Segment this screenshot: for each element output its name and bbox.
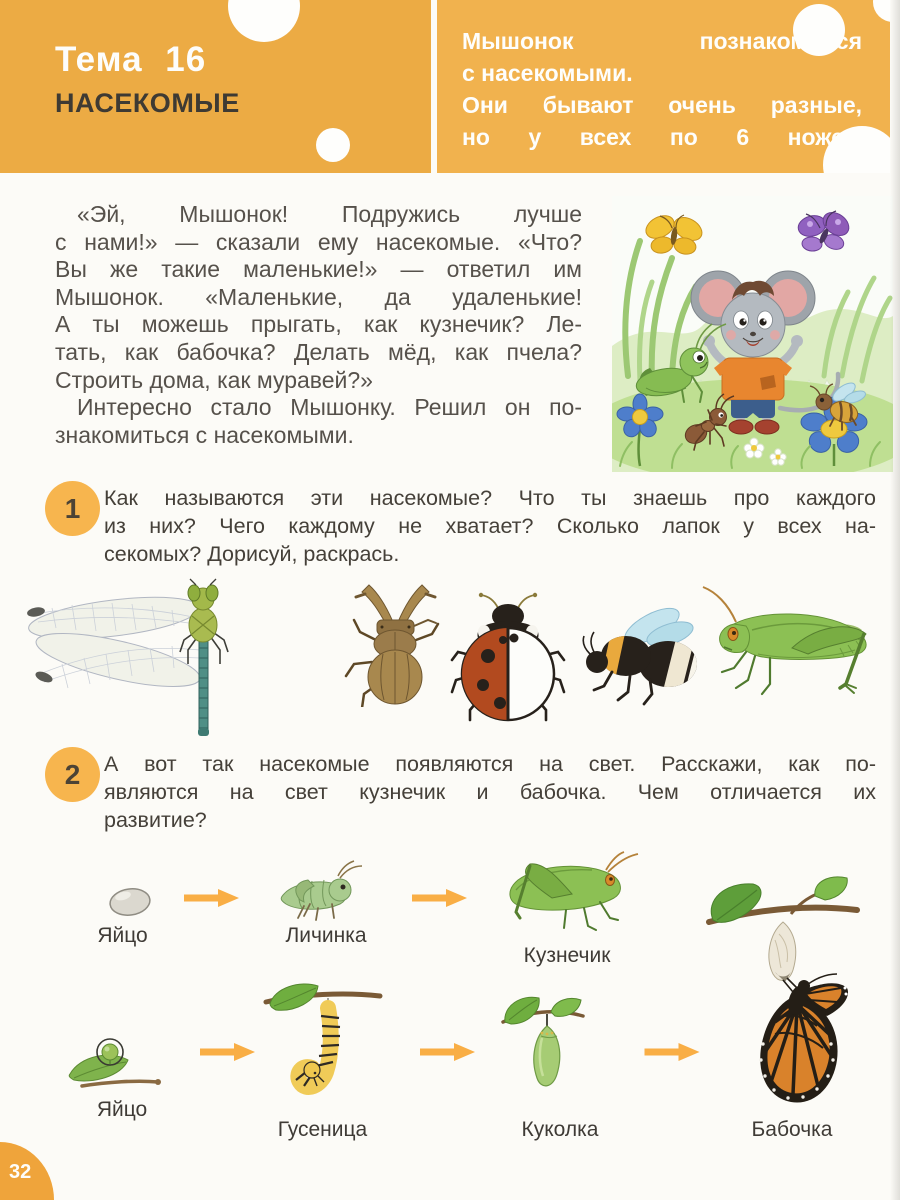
task-line: секомых? Дорисуй, раскрась.	[104, 542, 400, 566]
page-number: 32	[9, 1161, 32, 1183]
paper-edge-shadow	[890, 0, 900, 1200]
task2-text	[104, 752, 876, 836]
topic-label: Тема 16	[55, 40, 207, 79]
decorative-circle	[873, 0, 890, 22]
task-line: развитие?	[104, 808, 207, 832]
story-paragraph-1	[55, 201, 582, 394]
pupa-image	[495, 992, 590, 1104]
story-line: А ты можешь прыгать, как кузнечик? Ле-	[55, 311, 582, 338]
arrow-right-icon	[184, 888, 239, 908]
butterfly-egg-image	[62, 1034, 162, 1096]
butterfly-emerging-image	[695, 876, 865, 1110]
page-number-badge	[0, 1142, 54, 1200]
arrow-right-icon	[200, 1042, 255, 1062]
task-line: Как называются эти насекомые? Что ты знаешь про каждого	[104, 486, 876, 510]
task1-number-badge: 1	[45, 481, 100, 536]
decorative-circle	[228, 0, 300, 42]
arrow-right-icon	[412, 888, 467, 908]
task1-text	[104, 486, 876, 570]
intro-line: но у всех по 6 ножек.	[462, 124, 862, 150]
stage-label-grasshopper: Кузнечик	[523, 944, 611, 967]
stag-beetle-image	[338, 582, 453, 707]
header-intro-panel	[437, 0, 890, 173]
grasshopper-image	[700, 584, 885, 724]
larva-image	[274, 860, 366, 922]
header-topic-panel	[0, 0, 431, 173]
bumblebee-image	[578, 600, 708, 708]
intro-line: Они бывают очень разные,	[462, 92, 862, 118]
stage-label-butterfly: Бабочка	[751, 1118, 833, 1141]
grasshopper-adult-image	[492, 850, 642, 936]
intro-line: с насекомыми.	[462, 60, 633, 86]
arrow-right-icon	[643, 1042, 701, 1062]
task-line: А вот так насекомые появляются на свет. Расскажи, как по-	[104, 752, 876, 776]
story-line: Вы же такие маленькие!» — ответил им	[55, 256, 582, 283]
story-line: Строить дома, как муравей?»	[55, 366, 373, 393]
stage-label-caterpillar: Гусеница	[277, 1118, 368, 1141]
decorative-circle	[316, 128, 350, 162]
header-intro-text	[462, 28, 862, 156]
story-line: с нами!» — сказали ему насекомые. «Что?	[55, 228, 582, 255]
mouse-meadow-illustration	[612, 196, 893, 472]
ladybug-image	[448, 592, 568, 724]
story-line: знакомиться с насекомыми.	[55, 421, 354, 448]
stage-label-pupa: Куколка	[521, 1118, 599, 1141]
story-line: Интересно стало Мышонку. Решил он по-	[77, 394, 582, 420]
story-line: Мышонок. «Маленькие, да удаленькие!	[55, 283, 582, 310]
task-line: из них? Чего каждому не хватает? Сколько лапок у всех на-	[104, 514, 876, 538]
page-title: НАСЕКОМЫЕ	[55, 88, 240, 118]
caterpillar-image	[260, 982, 385, 1114]
intro-line: Мышонок познакомился	[462, 28, 862, 54]
story-line: тать, как бабочка? Делать мёд, как пчела?	[55, 338, 582, 365]
stage-label-egg: Яйцо	[96, 1098, 148, 1121]
dragonfly-image	[22, 578, 257, 746]
story-line: «Эй, Мышонок! Подружись лучше	[77, 201, 582, 227]
arrow-right-icon	[420, 1042, 475, 1062]
stage-label-larva: Личинка	[285, 924, 367, 947]
task-line: являются на свет кузнечик и бабочка. Чем отличается их	[104, 780, 876, 804]
stage-label-egg: Яйцо	[97, 924, 148, 947]
grasshopper-egg-image	[106, 884, 154, 918]
story-paragraph-2	[55, 394, 582, 449]
task2-number-badge: 2	[45, 747, 100, 802]
